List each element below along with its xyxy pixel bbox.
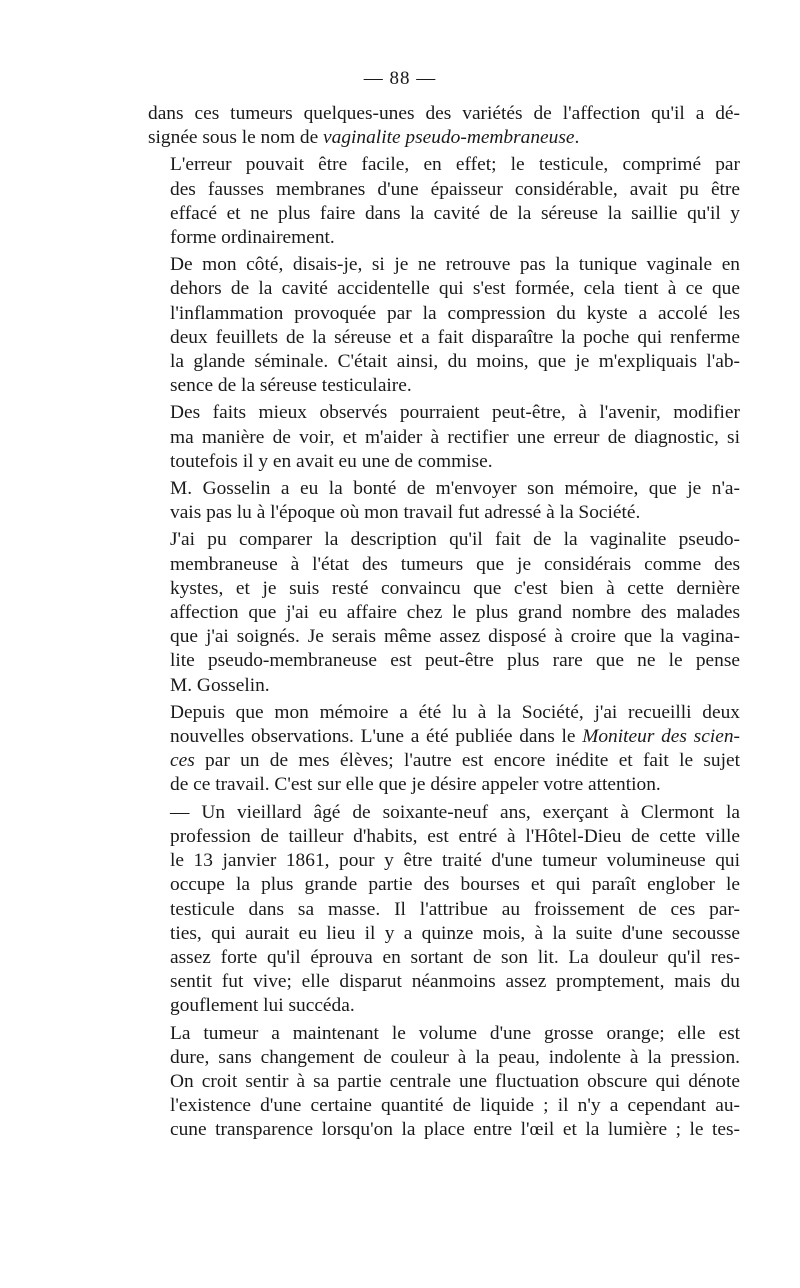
text-line: que j'ai soignés. Je serais même assez disposé à croire que la vagina- bbox=[170, 626, 740, 648]
text-line: dans ces tumeurs quelques-unes des variétés de l'affection qu'il a dé- bbox=[148, 103, 740, 124]
text-line: — Un vieillard âgé de soixante-neuf ans, exerçant à Clermont la bbox=[170, 801, 740, 823]
text-line: J'ai pu comparer la description qu'il fait de la vaginalite pseudo- bbox=[170, 529, 740, 551]
body-text bbox=[148, 102, 740, 1143]
text-line: effacé et ne plus faire dans la cavité de la séreuse la saillie qu'il y bbox=[170, 202, 740, 224]
text-line: Des faits mieux observés pourraient peut-être, à l'avenir, modifier bbox=[170, 402, 740, 424]
text-line: occupe la plus grande partie des bourses et qui paraît englober le bbox=[170, 874, 740, 896]
text-line: vais pas lu à l'époque où mon travail fut adressé à la Société. bbox=[170, 502, 641, 524]
text-line: On croit sentir à sa partie centrale une fluctuation obscure qui dénote bbox=[170, 1070, 740, 1092]
text-line: gouflement lui succéda. bbox=[170, 995, 355, 1017]
text-line: de ce travail. C'est sur elle que je désire appeler votre attention. bbox=[170, 774, 661, 796]
text-line: ces par un de mes élèves; l'autre est encore inédite et fait le sujet bbox=[170, 750, 740, 772]
text-line: lite pseudo-membraneuse est peut-être plus rare que ne le pense bbox=[170, 650, 740, 672]
paragraph bbox=[148, 528, 740, 697]
paragraph bbox=[148, 253, 740, 398]
text-line: M. Gosselin a eu la bonté de m'envoyer son mémoire, que je n'a- bbox=[170, 478, 740, 500]
text-line: testicule dans sa masse. Il l'attribue au froissement de ces par- bbox=[170, 898, 740, 920]
text-line: l'existence d'une certaine quantité de liquide ; il n'y a cependant au- bbox=[170, 1095, 740, 1117]
text-line: De mon côté, disais-je, si je ne retrouve pas la tunique vaginale en bbox=[170, 254, 740, 276]
paragraph bbox=[148, 701, 740, 798]
text-line: cune transparence lorsqu'on la place entre l'œil et la lumière ; le tes- bbox=[170, 1119, 740, 1141]
text-line: kystes, et je suis resté convaincu que c'est bien à cette dernière bbox=[170, 577, 740, 599]
text-line: L'erreur pouvait être facile, en effet; le testicule, comprimé par bbox=[170, 154, 740, 176]
text-line: dure, sans changement de couleur à la peau, indolente à la pression. bbox=[170, 1046, 740, 1068]
text-line: assez forte qu'il éprouva en sortant de son lit. La douleur qu'il res- bbox=[170, 946, 740, 968]
text-line: sentit fut vive; elle disparut néanmoins assez promptement, mais du bbox=[170, 971, 740, 993]
paragraph bbox=[148, 1022, 740, 1143]
paragraph bbox=[148, 801, 740, 1019]
text-line: forme ordinairement. bbox=[170, 227, 335, 249]
paragraph bbox=[148, 153, 740, 250]
text-line: sence de la séreuse testiculaire. bbox=[170, 375, 412, 397]
text-line: membraneuse à l'état des tumeurs que je considérais comme des bbox=[170, 553, 740, 575]
text-line: le 13 janvier 1861, pour y être traité d'une tumeur volumineuse qui bbox=[170, 850, 740, 872]
paragraph bbox=[148, 477, 740, 525]
text-line: Depuis que mon mémoire a été lu à la Société, j'ai recueilli deux bbox=[170, 701, 740, 723]
text-line: M. Gosselin. bbox=[170, 674, 270, 696]
text-line: ties, qui aurait eu lieu il y a quinze mois, à la suite d'une secousse bbox=[170, 922, 740, 944]
paragraph bbox=[148, 401, 740, 474]
paragraph bbox=[148, 102, 740, 150]
text-line: dehors de la cavité accidentelle qui s'est formée, cela tient à ce que bbox=[170, 278, 740, 300]
text-line: affection que j'ai eu affaire chez le plus grand nombre des malades bbox=[170, 602, 740, 624]
text-line: nouvelles observations. L'une a été publiée dans le Moniteur des scien- bbox=[170, 726, 740, 748]
text-line: la glande séminale. C'était ainsi, du moins, que je m'expliquais l'ab- bbox=[170, 351, 740, 373]
text-line: La tumeur a maintenant le volume d'une grosse orange; elle est bbox=[170, 1022, 740, 1044]
text-line: signée sous le nom de vaginalite pseudo-membraneuse. bbox=[148, 127, 580, 149]
text-line: toutefois il y en avait eu une de commise. bbox=[170, 450, 493, 472]
text-line: deux feuillets de la séreuse et a fait disparaître la poche qui renferme bbox=[170, 326, 740, 348]
page-number: — 88 — bbox=[363, 68, 437, 89]
text-line: profession de tailleur d'habits, est entré à l'Hôtel-Dieu de cette ville bbox=[170, 825, 740, 847]
text-line: des fausses membranes d'une épaisseur considérable, avait pu être bbox=[170, 178, 740, 200]
text-line: l'inflammation provoquée par la compression du kyste a accolé les bbox=[170, 302, 740, 324]
text-line: ma manière de voir, et m'aider à rectifier une erreur de diagnostic, si bbox=[170, 426, 740, 448]
